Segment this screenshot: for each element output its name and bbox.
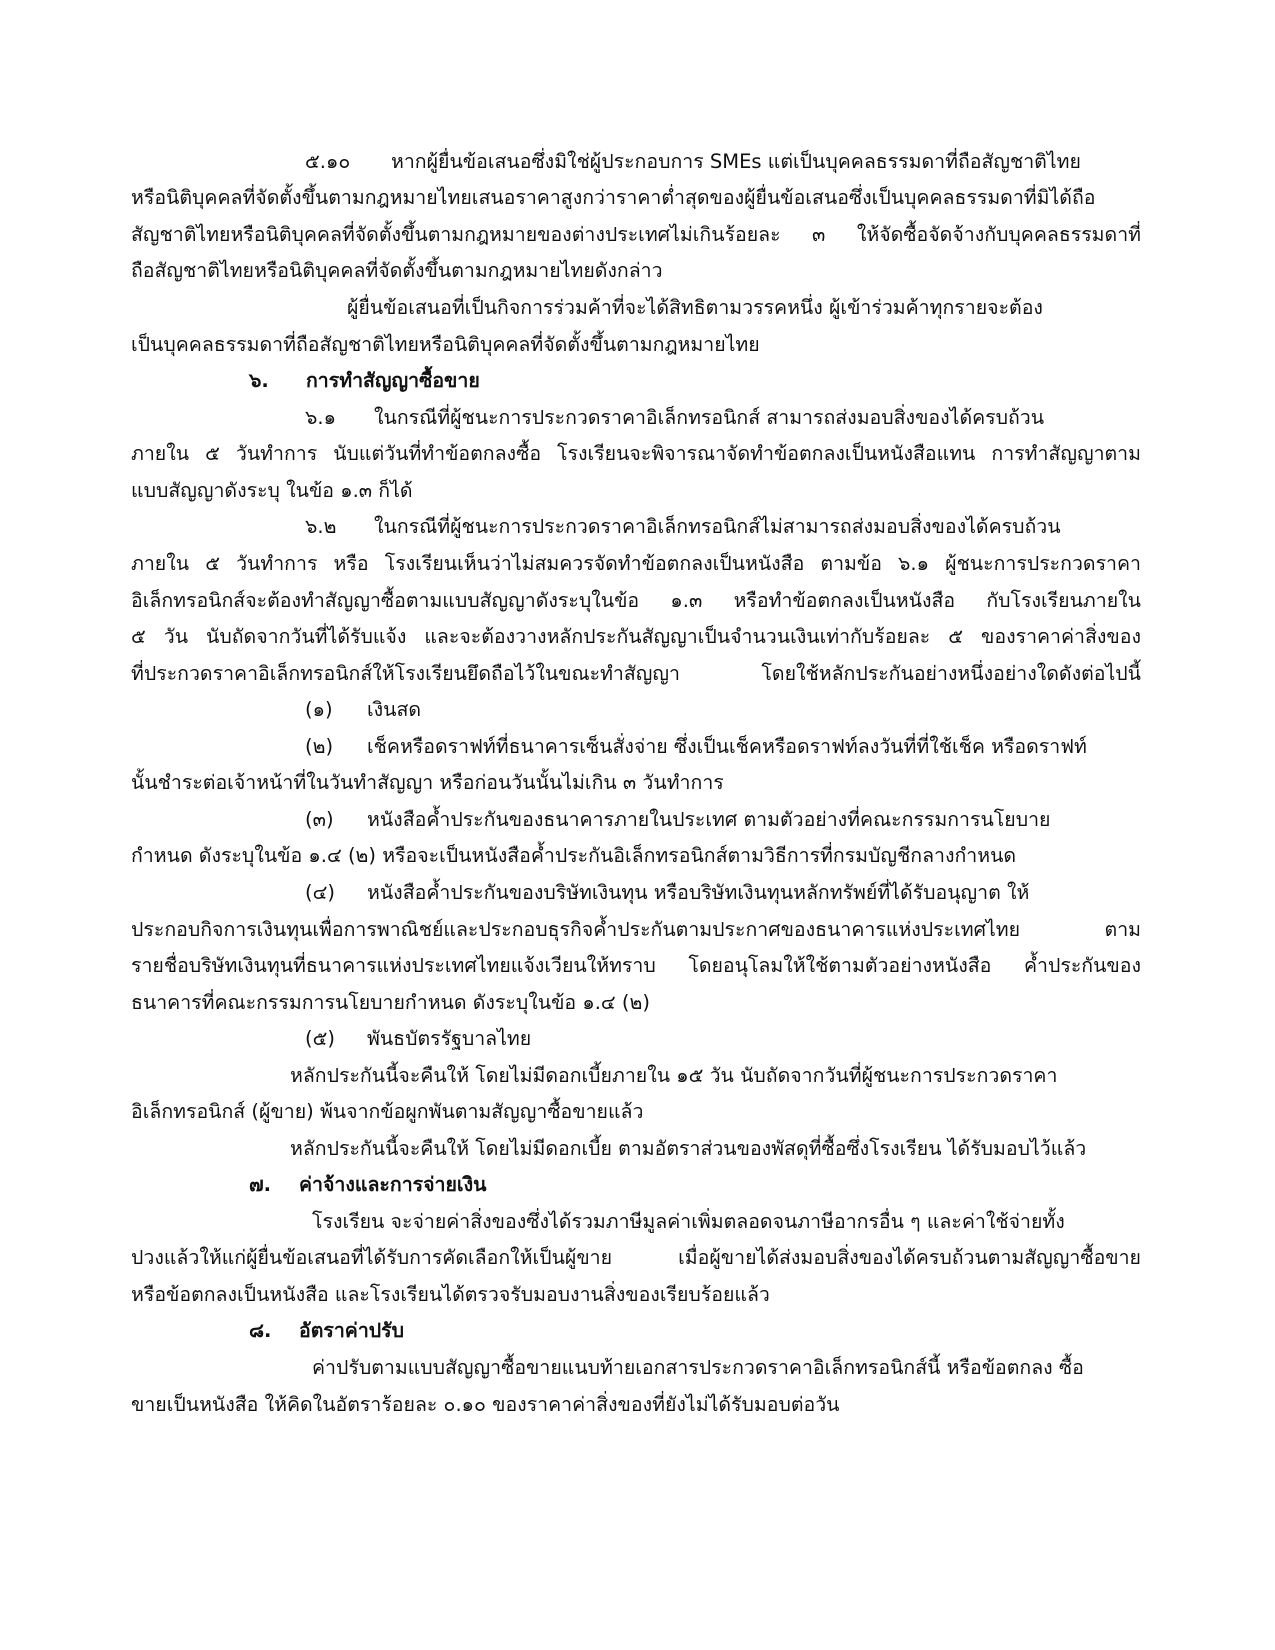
list-item-2 (131, 730, 1141, 764)
paragraph-number: ๖.๒ (305, 515, 337, 538)
paragraph-line: สัญชาติไทยหรือนิติบุคคลที่จัดตั้งขึ้นตามกฎหมายของต่างประเทศไม่เกินร้อยละ ๓ ให้จัดซื้อจัดจ้างกับบุคคลธรรมดาที่ (131, 223, 1141, 246)
section-title: อัตราค่าปรับ (299, 1319, 405, 1342)
list-item-number: (๑) (305, 698, 333, 721)
list-item-text: เช็คหรือดราฟท์ที่ธนาคารเซ็นสั่งจ่าย ซึ่งเป็นเช็คหรือดราฟท์ลงวันที่ที่ใช้เช็ค หรือดราฟท์ (367, 735, 1087, 758)
paragraph-line: รายชื่อบริษัทเงินทุนที่ธนาคารแห่งประเทศไทยแจ้งเวียนให้ทราบ โดยอนุโลมให้ใช้ตามตัวอย่างหนังสือ ค้ำประกันของ (131, 954, 1141, 977)
list-item-number: (๔) (305, 881, 335, 904)
paragraph-text: หากผู้ยื่นข้อเสนอซึ่งมิใช่ผู้ประกอบการ SMEs แต่เป็นบุคคลธรรมดาที่ถือสัญชาติไทย (391, 150, 1081, 173)
paragraph-text: ในกรณีที่ผู้ชนะการประกวดราคาอิเล็กทรอนิกส์ไม่สามารถส่งมอบสิ่งของได้ครบถ้วน (374, 515, 1061, 538)
list-item-text: หนังสือค้ำประกันของธนาคารภายในประเทศ ตามตัวอย่างที่คณะกรรมการนโยบาย (367, 808, 1051, 831)
paragraph-line: ๕ วัน นับถัดจากวันที่ได้รับแจ้ง และจะต้องวางหลักประกันสัญญาเป็นจำนวนเงินเท่ากับร้อยละ ๕ ของราคาค่าสิ่งของ (131, 625, 1141, 648)
paragraph-line: ปวงแล้วให้แก่ผู้ยื่นข้อเสนอที่ได้รับการคัดเลือกให้เป็นผู้ขาย เมื่อผู้ขายได้ส่งมอบสิ่งของได้ครบถ้วนตามสัญญาซื้อขาย (131, 1246, 1141, 1269)
list-item-number: (๕) (305, 1027, 335, 1050)
guarantee-return-paragraph (131, 1059, 1141, 1093)
paragraph-line: อิเล็กทรอนิกส์ (ผู้ขาย) พ้นจากข้อผูกพันตามสัญญาซื้อขายแล้ว (131, 1100, 644, 1123)
list-item-1 (131, 693, 1141, 727)
paragraph-line: ถือสัญชาติไทยหรือนิติบุคคลที่จัดตั้งขึ้นตามกฎหมายไทยดังกล่าว (131, 259, 663, 282)
paragraph-text: ผู้ยื่นข้อเสนอที่เป็นกิจการร่วมค้าที่จะได้สิทธิตามวรรคหนึ่ง ผู้เข้าร่วมค้าทุกรายจะต้อง (347, 296, 1043, 319)
list-item-text: พันธบัตรรัฐบาลไทย (367, 1027, 532, 1050)
paragraph-8-first-line (131, 1351, 1141, 1385)
section-number: ๘. (249, 1319, 272, 1342)
section-7-heading (131, 1168, 1141, 1202)
list-item-3 (131, 803, 1141, 837)
paragraph-line: นั้นชำระต่อเจ้าหน้าที่ในวันทำสัญญา หรือก่อนวันนั้นไม่เกิน ๓ วันทำการ (131, 771, 724, 794)
paragraph-text: หลักประกันนี้จะคืนให้ โดยไม่มีดอกเบี้ยภายใน ๑๕ วัน นับถัดจากวันที่ผู้ชนะการประกวดราคา (290, 1064, 1058, 1087)
section-6-heading (131, 364, 1141, 398)
paragraph-number: ๖.๑ (305, 406, 336, 429)
section-number: ๗. (249, 1173, 272, 1196)
section-title: การทำสัญญาซื้อขาย (306, 369, 480, 392)
paragraph-line: ที่ประกวดราคาอิเล็กทรอนิกส์ให้โรงเรียนยึดถือไว้ในขณะทำสัญญา โดยใช้หลักประกันอย่างหนึ่งอย่างใดดังต่อไปนี้ (131, 662, 1141, 685)
paragraph-6-2-first-line (131, 510, 1141, 544)
paragraph-6-1-first-line (131, 401, 1141, 435)
paragraph-line: หรือข้อตกลงเป็นหนังสือ และโรงเรียนได้ตรวจรับมอบงานสิ่งของเรียบร้อยแล้ว (131, 1283, 770, 1306)
paragraph-line: หรือนิติบุคคลที่จัดตั้งขึ้นตามกฎหมายไทยเสนอราคาสูงกว่าราคาต่ำสุดของผู้ยื่นข้อเสนอซึ่งเป็นบุคคลธรรมดาที่มิได้ถือ (131, 186, 1096, 209)
paragraph-text: ค่าปรับตามแบบสัญญาซื้อขายแนบท้ายเอกสารประกวดราคาอิเล็กทรอนิกส์นี้ หรือข้อตกลง ซื้อ (312, 1356, 1084, 1379)
guarantee-proportion-paragraph (131, 1132, 1141, 1166)
paragraph-line: ประกอบกิจการเงินทุนเพื่อการพาณิชย์และประกอบธุรกิจค้ำประกันตามประกาศของธนาคารแห่งประเทศไทย ตาม (131, 918, 1141, 941)
paragraph-line: ภายใน ๕ วันทำการ หรือ โรงเรียนเห็นว่าไม่สมควรจัดทำข้อตกลงเป็นหนังสือ ตามข้อ ๖.๑ ผู้ชนะการประกวดราคา (131, 552, 1141, 575)
section-8-heading (131, 1314, 1141, 1348)
list-item-text: หนังสือค้ำประกันของบริษัทเงินทุน หรือบริษัทเงินทุนหลักทรัพย์ที่ได้รับอนุญาต ให้ (367, 881, 1030, 904)
section-title: ค่าจ้างและการจ่ายเงิน (299, 1173, 487, 1196)
paragraph-line: เป็นบุคคลธรรมดาที่ถือสัญชาติไทยหรือนิติบุคคลที่จัดตั้งขึ้นตามกฎหมายไทย (131, 333, 760, 356)
paragraph-line: อิเล็กทรอนิกส์จะต้องทำสัญญาซื้อตามแบบสัญญาดังระบุในข้อ ๑.๓ หรือทำข้อตกลงเป็นหนังสือ กับโรงเรียนภายใน (131, 589, 1141, 612)
list-item-number: (๓) (305, 808, 334, 831)
paragraph-7-first-line (131, 1205, 1141, 1239)
paragraph-text: หลักประกันนี้จะคืนให้ โดยไม่มีดอกเบี้ย ตามอัตราส่วนของพัสดุที่ซื้อซึ่งโรงเรียน ได้รับมอบไว้แล้ว (290, 1137, 1087, 1160)
paragraph-line: แบบสัญญาดังระบุ ในข้อ ๑.๓ ก็ได้ (131, 479, 413, 502)
list-item-5 (131, 1022, 1141, 1056)
section-number: ๖. (249, 369, 269, 392)
list-item-text: เงินสด (367, 698, 422, 721)
paragraph-line: ธนาคารที่คณะกรรมการนโยบายกำหนด ดังระบุในข้อ ๑.๔ (๒) (131, 991, 650, 1014)
paragraph-line: กำหนด ดังระบุในข้อ ๑.๔ (๒) หรือจะเป็นหนังสือค้ำประกันอิเล็กทรอนิกส์ตามวิธีการที่กรมบัญชีกลางกำหนด (131, 844, 1017, 867)
paragraph-text: ในกรณีที่ผู้ชนะการประกวดราคาอิเล็กทรอนิกส์ สามารถส่งมอบสิ่งของได้ครบถ้วน (374, 406, 1045, 429)
paragraph-line: ขายเป็นหนังสือ ให้คิดในอัตราร้อยละ ๐.๑๐ ของราคาค่าสิ่งของที่ยังไม่ได้รับมอบต่อวัน (131, 1393, 840, 1416)
list-item-4 (131, 876, 1141, 910)
paragraph-line: ภายใน ๕ วันทำการ นับแต่วันที่ทำข้อตกลงซื้อ โรงเรียนจะพิจารณาจัดทำข้อตกลงเป็นหนังสือแทน การทำสัญญาตาม (131, 442, 1141, 465)
paragraph-text: โรงเรียน จะจ่ายค่าสิ่งของซึ่งได้รวมภาษีมูลค่าเพิ่มตลอดจนภาษีอากรอื่น ๆ และค่าใช้จ่ายทั้ง (312, 1210, 1065, 1233)
paragraph-5-10-first-line (131, 145, 1141, 179)
paragraph-number: ๕.๑๐ (305, 150, 351, 173)
list-item-number: (๒) (305, 735, 334, 758)
paragraph-5-10b-first-line (131, 291, 1141, 325)
